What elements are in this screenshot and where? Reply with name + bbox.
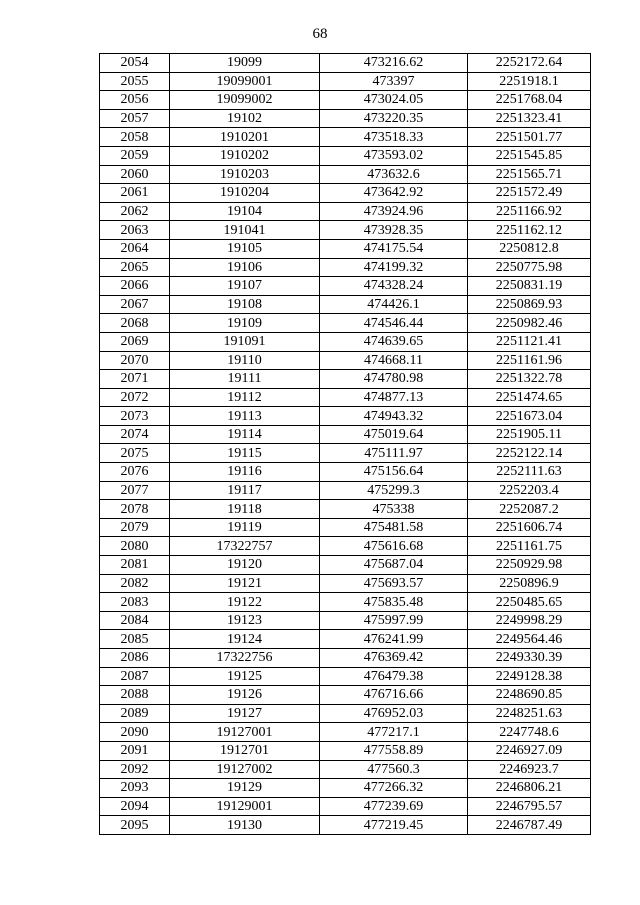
x-coordinate-cell: 474199.32 (320, 258, 468, 277)
row-index-cell: 2073 (100, 407, 170, 426)
point-id-cell: 19114 (170, 425, 320, 444)
point-id-cell: 19105 (170, 239, 320, 258)
x-coordinate-cell: 473632.6 (320, 165, 468, 184)
row-index-cell: 2084 (100, 611, 170, 630)
row-index-cell: 2062 (100, 202, 170, 221)
point-id-cell: 19106 (170, 258, 320, 277)
point-id-cell: 19109 (170, 314, 320, 333)
x-coordinate-cell: 475481.58 (320, 518, 468, 537)
table-row (100, 202, 591, 221)
table-row (100, 146, 591, 165)
x-coordinate-cell: 474175.54 (320, 239, 468, 258)
row-index-cell: 2088 (100, 686, 170, 705)
point-id-cell: 19107 (170, 277, 320, 296)
table-row (100, 444, 591, 463)
table-row (100, 425, 591, 444)
y-coordinate-cell: 2252111.63 (468, 463, 591, 482)
x-coordinate-cell: 477266.32 (320, 779, 468, 798)
point-id-cell: 191091 (170, 332, 320, 351)
row-index-cell: 2069 (100, 332, 170, 351)
row-index-cell: 2086 (100, 649, 170, 668)
row-index-cell: 2091 (100, 741, 170, 760)
row-index-cell: 2080 (100, 537, 170, 556)
row-index-cell: 2085 (100, 630, 170, 649)
row-index-cell: 2056 (100, 91, 170, 110)
table-row (100, 91, 591, 110)
y-coordinate-cell: 2250896.9 (468, 574, 591, 593)
table-row (100, 388, 591, 407)
table-body (100, 54, 591, 835)
table-row (100, 611, 591, 630)
row-index-cell: 2081 (100, 556, 170, 575)
x-coordinate-cell: 476952.03 (320, 704, 468, 723)
row-index-cell: 2075 (100, 444, 170, 463)
point-id-cell: 19111 (170, 370, 320, 389)
x-coordinate-cell: 475835.48 (320, 593, 468, 612)
point-id-cell: 19122 (170, 593, 320, 612)
row-index-cell: 2074 (100, 425, 170, 444)
table-row (100, 481, 591, 500)
point-id-cell: 1912701 (170, 741, 320, 760)
y-coordinate-cell: 2252122.14 (468, 444, 591, 463)
row-index-cell: 2077 (100, 481, 170, 500)
y-coordinate-cell: 2250485.65 (468, 593, 591, 612)
point-id-cell: 1910202 (170, 146, 320, 165)
table-row (100, 760, 591, 779)
table-row (100, 723, 591, 742)
y-coordinate-cell: 2251606.74 (468, 518, 591, 537)
table-row (100, 54, 591, 73)
table-row (100, 649, 591, 668)
x-coordinate-cell: 473924.96 (320, 202, 468, 221)
y-coordinate-cell: 2251121.41 (468, 332, 591, 351)
y-coordinate-cell: 2247748.6 (468, 723, 591, 742)
row-index-cell: 2070 (100, 351, 170, 370)
point-id-cell: 19127002 (170, 760, 320, 779)
y-coordinate-cell: 2251162.12 (468, 221, 591, 240)
point-id-cell: 19119 (170, 518, 320, 537)
point-id-cell: 19115 (170, 444, 320, 463)
x-coordinate-cell: 474780.98 (320, 370, 468, 389)
y-coordinate-cell: 2249128.38 (468, 667, 591, 686)
x-coordinate-cell: 473397 (320, 72, 468, 91)
point-id-cell: 19125 (170, 667, 320, 686)
row-index-cell: 2079 (100, 518, 170, 537)
row-index-cell: 2092 (100, 760, 170, 779)
row-index-cell: 2066 (100, 277, 170, 296)
table-row (100, 593, 591, 612)
row-index-cell: 2058 (100, 128, 170, 147)
x-coordinate-cell: 476241.99 (320, 630, 468, 649)
point-id-cell: 1910204 (170, 184, 320, 203)
point-id-cell: 19099002 (170, 91, 320, 110)
point-id-cell: 19108 (170, 295, 320, 314)
row-index-cell: 2064 (100, 239, 170, 258)
row-index-cell: 2093 (100, 779, 170, 798)
point-id-cell: 19123 (170, 611, 320, 630)
x-coordinate-cell: 473518.33 (320, 128, 468, 147)
x-coordinate-cell: 473024.05 (320, 91, 468, 110)
table-row (100, 314, 591, 333)
table-row (100, 667, 591, 686)
x-coordinate-cell: 477558.89 (320, 741, 468, 760)
y-coordinate-cell: 2251501.77 (468, 128, 591, 147)
row-index-cell: 2076 (100, 463, 170, 482)
y-coordinate-cell: 2246806.21 (468, 779, 591, 798)
table-row (100, 277, 591, 296)
table-row (100, 630, 591, 649)
y-coordinate-cell: 2250929.98 (468, 556, 591, 575)
x-coordinate-cell: 476479.38 (320, 667, 468, 686)
point-id-cell: 19110 (170, 351, 320, 370)
table-row (100, 407, 591, 426)
y-coordinate-cell: 2251673.04 (468, 407, 591, 426)
y-coordinate-cell: 2246795.57 (468, 797, 591, 816)
point-id-cell: 19113 (170, 407, 320, 426)
table-row (100, 239, 591, 258)
table-row (100, 779, 591, 798)
row-index-cell: 2071 (100, 370, 170, 389)
row-index-cell: 2083 (100, 593, 170, 612)
table-row (100, 741, 591, 760)
y-coordinate-cell: 2251322.78 (468, 370, 591, 389)
x-coordinate-cell: 476369.42 (320, 649, 468, 668)
x-coordinate-cell: 477219.45 (320, 816, 468, 835)
row-index-cell: 2072 (100, 388, 170, 407)
x-coordinate-cell: 476716.66 (320, 686, 468, 705)
y-coordinate-cell: 2251905.11 (468, 425, 591, 444)
page-number: 68 (312, 26, 328, 42)
y-coordinate-cell: 2249330.39 (468, 649, 591, 668)
point-id-cell: 19116 (170, 463, 320, 482)
x-coordinate-cell: 477239.69 (320, 797, 468, 816)
point-id-cell: 19127001 (170, 723, 320, 742)
table-row (100, 704, 591, 723)
row-index-cell: 2067 (100, 295, 170, 314)
row-index-cell: 2087 (100, 667, 170, 686)
table-row (100, 351, 591, 370)
row-index-cell: 2059 (100, 146, 170, 165)
x-coordinate-cell: 473928.35 (320, 221, 468, 240)
table-row (100, 537, 591, 556)
x-coordinate-cell: 475338 (320, 500, 468, 519)
point-id-cell: 17322756 (170, 649, 320, 668)
y-coordinate-cell: 2252203.4 (468, 481, 591, 500)
row-index-cell: 2057 (100, 109, 170, 128)
point-id-cell: 19112 (170, 388, 320, 407)
row-index-cell: 2055 (100, 72, 170, 91)
y-coordinate-cell: 2251323.41 (468, 109, 591, 128)
y-coordinate-cell: 2251918.1 (468, 72, 591, 91)
y-coordinate-cell: 2250982.46 (468, 314, 591, 333)
y-coordinate-cell: 2251161.96 (468, 351, 591, 370)
row-index-cell: 2061 (100, 184, 170, 203)
x-coordinate-cell: 475997.99 (320, 611, 468, 630)
y-coordinate-cell: 2251474.65 (468, 388, 591, 407)
table-row (100, 574, 591, 593)
table-row (100, 295, 591, 314)
x-coordinate-cell: 474943.32 (320, 407, 468, 426)
point-id-cell: 191041 (170, 221, 320, 240)
row-index-cell: 2082 (100, 574, 170, 593)
table-row (100, 332, 591, 351)
x-coordinate-cell: 473216.62 (320, 54, 468, 73)
point-id-cell: 19118 (170, 500, 320, 519)
point-id-cell: 19120 (170, 556, 320, 575)
y-coordinate-cell: 2251166.92 (468, 202, 591, 221)
point-id-cell: 1910203 (170, 165, 320, 184)
point-id-cell: 19099 (170, 54, 320, 73)
x-coordinate-cell: 477560.3 (320, 760, 468, 779)
row-index-cell: 2094 (100, 797, 170, 816)
table-row (100, 463, 591, 482)
y-coordinate-cell: 2250812.8 (468, 239, 591, 258)
row-index-cell: 2063 (100, 221, 170, 240)
y-coordinate-cell: 2246927.09 (468, 741, 591, 760)
point-id-cell: 19124 (170, 630, 320, 649)
x-coordinate-cell: 473220.35 (320, 109, 468, 128)
row-index-cell: 2078 (100, 500, 170, 519)
point-id-cell: 19104 (170, 202, 320, 221)
point-id-cell: 19121 (170, 574, 320, 593)
y-coordinate-cell: 2251161.75 (468, 537, 591, 556)
table-row (100, 686, 591, 705)
x-coordinate-cell: 475019.64 (320, 425, 468, 444)
table-row (100, 556, 591, 575)
row-index-cell: 2065 (100, 258, 170, 277)
table-row (100, 816, 591, 835)
y-coordinate-cell: 2250869.93 (468, 295, 591, 314)
row-index-cell: 2054 (100, 54, 170, 73)
x-coordinate-cell: 475616.68 (320, 537, 468, 556)
y-coordinate-cell: 2251768.04 (468, 91, 591, 110)
y-coordinate-cell: 2250831.19 (468, 277, 591, 296)
table-row (100, 165, 591, 184)
y-coordinate-cell: 2251572.49 (468, 184, 591, 203)
y-coordinate-cell: 2250775.98 (468, 258, 591, 277)
table-row (100, 258, 591, 277)
point-id-cell: 19099001 (170, 72, 320, 91)
point-id-cell: 19126 (170, 686, 320, 705)
point-id-cell: 19130 (170, 816, 320, 835)
row-index-cell: 2060 (100, 165, 170, 184)
x-coordinate-cell: 474328.24 (320, 277, 468, 296)
table-row (100, 128, 591, 147)
x-coordinate-cell: 474639.65 (320, 332, 468, 351)
row-index-cell: 2068 (100, 314, 170, 333)
y-coordinate-cell: 2246787.49 (468, 816, 591, 835)
y-coordinate-cell: 2249998.29 (468, 611, 591, 630)
table-row (100, 500, 591, 519)
row-index-cell: 2095 (100, 816, 170, 835)
y-coordinate-cell: 2252172.64 (468, 54, 591, 73)
x-coordinate-cell: 475693.57 (320, 574, 468, 593)
table-row (100, 221, 591, 240)
table-row (100, 184, 591, 203)
x-coordinate-cell: 474668.11 (320, 351, 468, 370)
table-row (100, 370, 591, 389)
table-row (100, 797, 591, 816)
table-row (100, 518, 591, 537)
y-coordinate-cell: 2251545.85 (468, 146, 591, 165)
x-coordinate-cell: 475156.64 (320, 463, 468, 482)
y-coordinate-cell: 2248251.63 (468, 704, 591, 723)
coordinates-table (99, 53, 591, 835)
x-coordinate-cell: 473642.92 (320, 184, 468, 203)
row-index-cell: 2089 (100, 704, 170, 723)
x-coordinate-cell: 474877.13 (320, 388, 468, 407)
point-id-cell: 17322757 (170, 537, 320, 556)
x-coordinate-cell: 474546.44 (320, 314, 468, 333)
x-coordinate-cell: 474426.1 (320, 295, 468, 314)
point-id-cell: 19129001 (170, 797, 320, 816)
y-coordinate-cell: 2252087.2 (468, 500, 591, 519)
x-coordinate-cell: 477217.1 (320, 723, 468, 742)
y-coordinate-cell: 2249564.46 (468, 630, 591, 649)
point-id-cell: 19127 (170, 704, 320, 723)
x-coordinate-cell: 475299.3 (320, 481, 468, 500)
y-coordinate-cell: 2251565.71 (468, 165, 591, 184)
table-row (100, 109, 591, 128)
x-coordinate-cell: 473593.02 (320, 146, 468, 165)
row-index-cell: 2090 (100, 723, 170, 742)
x-coordinate-cell: 475111.97 (320, 444, 468, 463)
x-coordinate-cell: 475687.04 (320, 556, 468, 575)
point-id-cell: 1910201 (170, 128, 320, 147)
point-id-cell: 19117 (170, 481, 320, 500)
point-id-cell: 19102 (170, 109, 320, 128)
y-coordinate-cell: 2248690.85 (468, 686, 591, 705)
point-id-cell: 19129 (170, 779, 320, 798)
table-row (100, 72, 591, 91)
y-coordinate-cell: 2246923.7 (468, 760, 591, 779)
